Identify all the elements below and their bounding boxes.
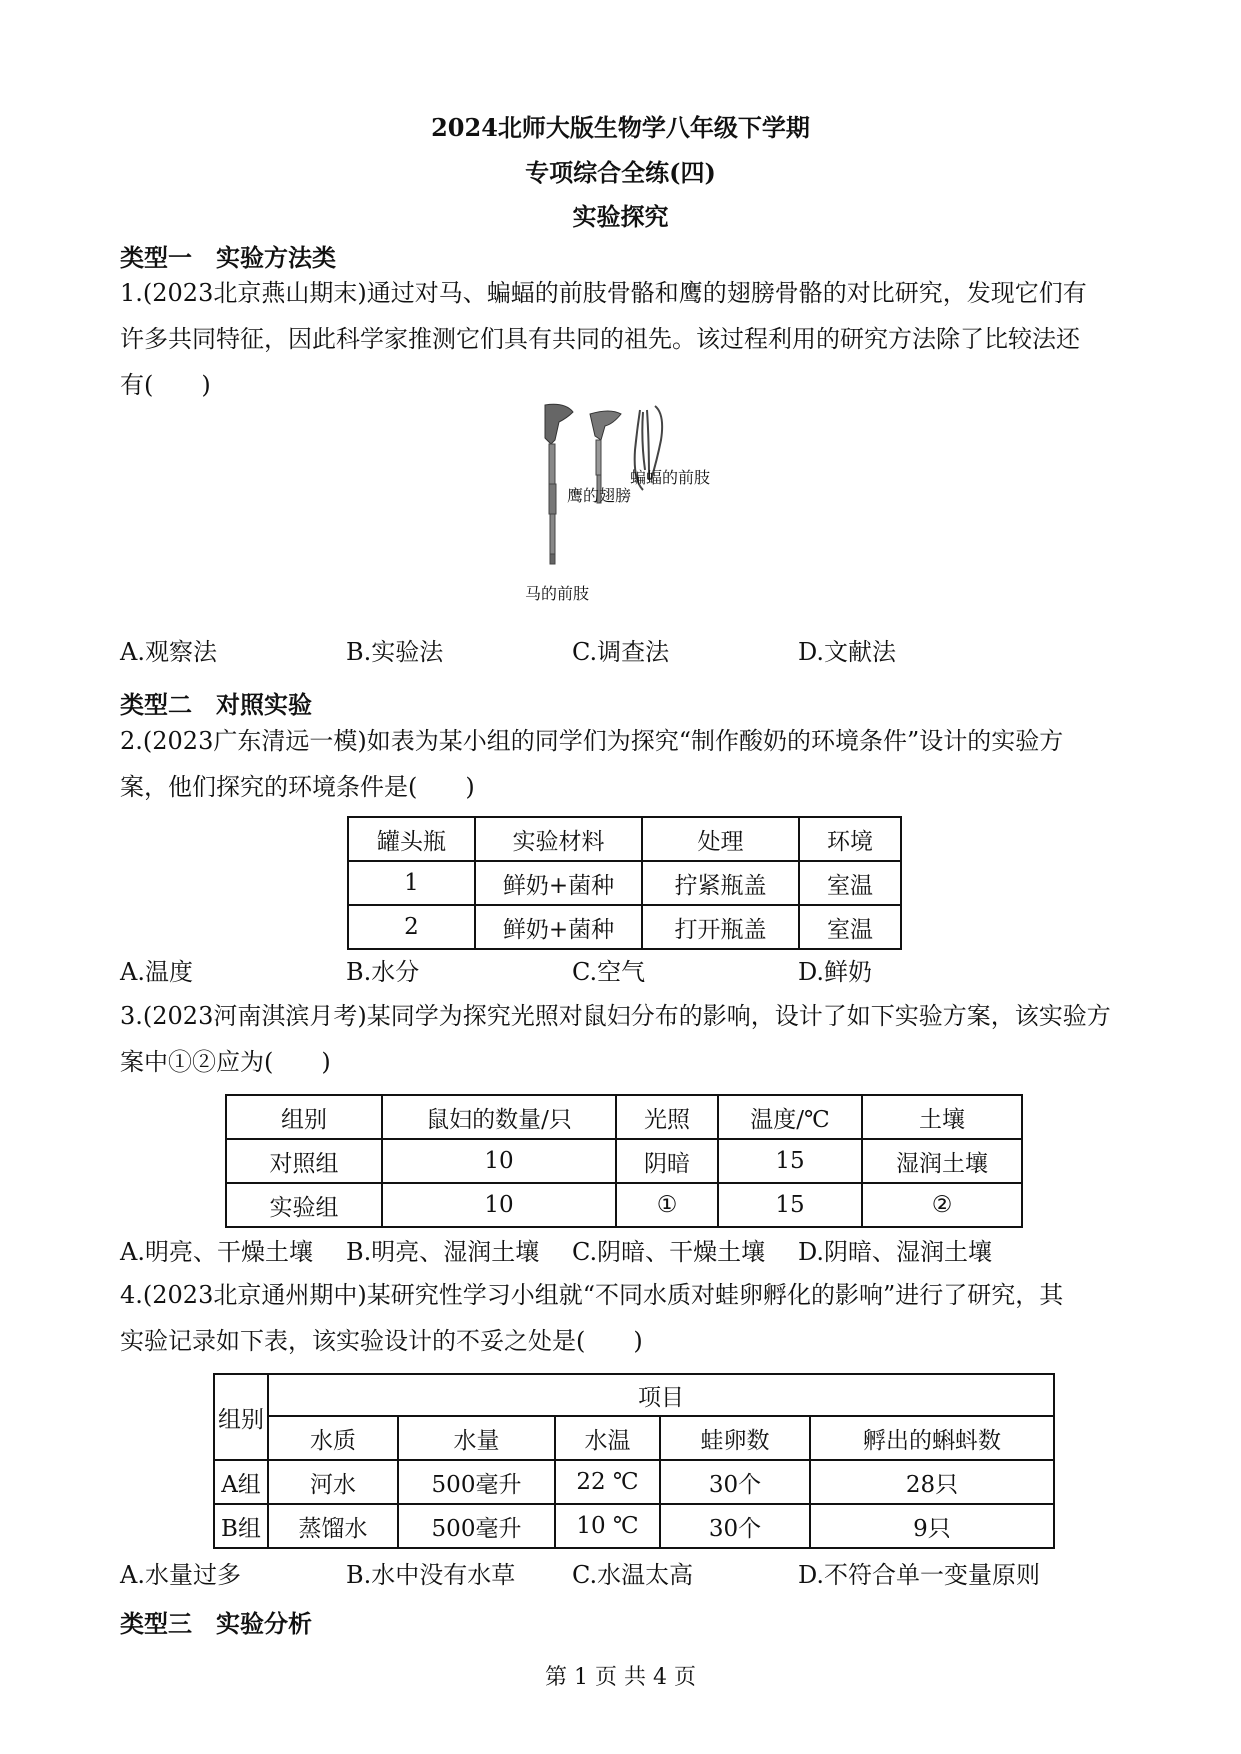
table-cell: 10 ℃ — [555, 1504, 660, 1548]
table-cell: 15 — [718, 1139, 862, 1183]
option-c[interactable]: C.空气 — [572, 958, 646, 986]
table-header: 蛙卵数 — [660, 1416, 810, 1460]
question-2-line-1: 2.(2023广东清远一模)如表为某小组的同学们为探究“制作酸奶的环境条件”设计的实验方 — [120, 727, 1064, 755]
table-cell: 阴暗 — [616, 1139, 718, 1183]
table-cell: 10 — [382, 1183, 616, 1227]
option-c[interactable]: C.阴暗、干燥土壤 — [572, 1238, 766, 1266]
table-cell: 10 — [382, 1139, 616, 1183]
question-4-table — [213, 1373, 1055, 1549]
question-3 — [120, 993, 1130, 1085]
horse-forelimb-label: 马的前肢 — [525, 584, 590, 603]
option-b[interactable]: B.实验法 — [346, 638, 444, 666]
table-cell: 500毫升 — [398, 1504, 555, 1548]
table-cell: 15 — [718, 1183, 862, 1227]
table-cell: ① — [616, 1183, 718, 1227]
table-row — [348, 905, 901, 949]
question-1-line-2: 许多共同特征，因此科学家推测它们具有共同的祖先。该过程利用的研究方法除了比较法还 — [120, 325, 1080, 353]
table-header: 环境 — [799, 817, 901, 861]
question-2-line-2: 案，他们探究的环境条件是( ) — [120, 773, 475, 801]
table-header: 温度/℃ — [718, 1095, 862, 1139]
question-3-options — [120, 1232, 1130, 1267]
option-d[interactable]: D.鲜奶 — [798, 958, 873, 986]
table-cell: 30个 — [660, 1460, 810, 1504]
question-3-table — [225, 1094, 1023, 1228]
question-2-table — [347, 816, 902, 950]
table-row — [214, 1504, 1054, 1548]
document-title: 2024北师大版生物学八年级下学期 — [431, 113, 810, 142]
bone-comparison-figure — [515, 400, 730, 610]
document-topic: 实验探究 — [572, 202, 669, 231]
question-2 — [120, 718, 1130, 810]
table-header: 组别 — [214, 1374, 268, 1460]
table-header: 处理 — [642, 817, 799, 861]
table-cell: 500毫升 — [398, 1460, 555, 1504]
question-4 — [120, 1272, 1130, 1364]
table-row — [348, 861, 901, 905]
table-header: 实验材料 — [475, 817, 642, 861]
section-heading-3: 类型三 实验分析 — [120, 1609, 312, 1638]
table-header: 组别 — [226, 1095, 382, 1139]
question-4-options — [120, 1555, 1130, 1590]
question-1 — [120, 270, 1130, 408]
question-2-options — [120, 952, 1130, 987]
table-cell: 打开瓶盖 — [642, 905, 799, 949]
bat-forelimb-label: 蝙蝠的前肢 — [630, 468, 711, 487]
table-cell: 拧紧瓶盖 — [642, 861, 799, 905]
option-c[interactable]: C.水温太高 — [572, 1561, 694, 1589]
table-cell: 28只 — [810, 1460, 1054, 1504]
table-header: 水质 — [268, 1416, 398, 1460]
table-header: 土壤 — [862, 1095, 1022, 1139]
table-row — [214, 1460, 1054, 1504]
option-a[interactable]: A.温度 — [120, 958, 193, 986]
section-heading-2: 类型二 对照实验 — [120, 690, 312, 719]
table-cell: 30个 — [660, 1504, 810, 1548]
option-b[interactable]: B.水分 — [346, 958, 420, 986]
option-c[interactable]: C.调查法 — [572, 638, 670, 666]
table-cell: 对照组 — [226, 1139, 382, 1183]
option-a[interactable]: A.明亮、干燥土壤 — [120, 1238, 313, 1266]
section-heading-1: 类型一 实验方法类 — [120, 243, 336, 272]
question-1-options — [120, 632, 1130, 667]
table-header: 水量 — [398, 1416, 555, 1460]
table-cell: 室温 — [799, 905, 901, 949]
table-header: 罐头瓶 — [348, 817, 475, 861]
table-cell: ② — [862, 1183, 1022, 1227]
table-cell: 22 ℃ — [555, 1460, 660, 1504]
table-row — [226, 1139, 1022, 1183]
question-4-line-1: 4.(2023北京通州期中)某研究性学习小组就“不同水质对蛙卵孵化的影响”进行了研究，其 — [120, 1281, 1064, 1309]
table-row — [226, 1183, 1022, 1227]
table-header: 水温 — [555, 1416, 660, 1460]
question-4-line-2: 实验记录如下表，该实验设计的不妥之处是( ) — [120, 1327, 643, 1355]
table-header: 鼠妇的数量/只 — [382, 1095, 616, 1139]
table-cell: 9只 — [810, 1504, 1054, 1548]
table-cell: B组 — [214, 1504, 268, 1548]
table-cell: 河水 — [268, 1460, 398, 1504]
table-cell: 2 — [348, 905, 475, 949]
document-subtitle: 专项综合全练(四) — [525, 158, 716, 187]
table-cell: 室温 — [799, 861, 901, 905]
eagle-wing-label: 鹰的翅膀 — [567, 486, 632, 505]
option-d[interactable]: D.不符合单一变量原则 — [798, 1561, 1041, 1589]
page-number: 第 1 页 共 4 页 — [545, 1665, 696, 1690]
question-3-line-2: 案中①②应为( ) — [120, 1048, 331, 1076]
table-cell: 实验组 — [226, 1183, 382, 1227]
option-d[interactable]: D.阴暗、湿润土壤 — [798, 1238, 993, 1266]
table-cell: 1 — [348, 861, 475, 905]
option-b[interactable]: B.水中没有水草 — [346, 1561, 516, 1589]
question-1-line-3: 有( ) — [120, 371, 211, 399]
question-1-line-1: 1.(2023北京燕山期末)通过对马、蝙蝠的前肢骨骼和鹰的翅膀骨骼的对比研究，发现它们有 — [120, 279, 1087, 307]
table-cell: 湿润土壤 — [862, 1139, 1022, 1183]
table-cell: 鲜奶+菌种 — [475, 905, 642, 949]
table-cell: 蒸馏水 — [268, 1504, 398, 1548]
option-d[interactable]: D.文献法 — [798, 638, 897, 666]
option-a[interactable]: A.水量过多 — [120, 1561, 241, 1589]
table-header: 孵出的蝌蚪数 — [810, 1416, 1054, 1460]
table-header: 项目 — [268, 1374, 1054, 1416]
option-a[interactable]: A.观察法 — [120, 638, 217, 666]
question-3-line-1: 3.(2023河南淇滨月考)某同学为探究光照对鼠妇分布的影响，设计了如下实验方案，该实验方 — [120, 1002, 1111, 1030]
table-cell: A组 — [214, 1460, 268, 1504]
option-b[interactable]: B.明亮、湿润土壤 — [346, 1238, 540, 1266]
table-cell: 鲜奶+菌种 — [475, 861, 642, 905]
table-header: 光照 — [616, 1095, 718, 1139]
